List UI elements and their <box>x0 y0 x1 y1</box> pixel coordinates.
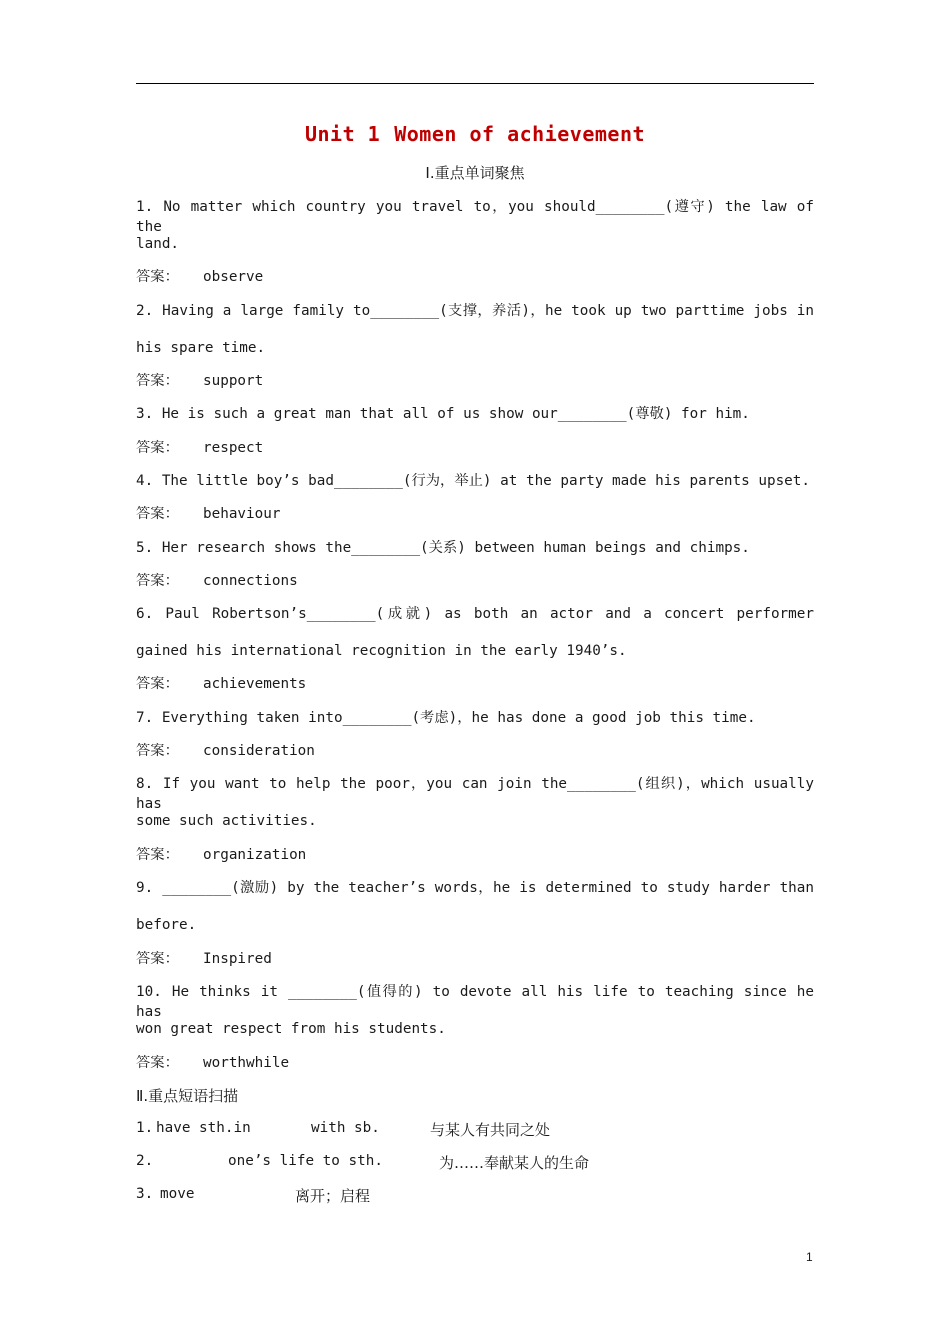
phrase-3-part-1: move <box>160 1186 195 1202</box>
answer-label: 答案： <box>136 373 179 389</box>
question-7-line-1: 7. Everything taken into________(考虑)，he has done a good job this time. <box>136 710 756 726</box>
answer-9 <box>136 949 814 969</box>
answer-4-text: behaviour <box>203 506 281 522</box>
answer-6 <box>136 674 814 694</box>
page-number: 1 <box>806 1250 813 1264</box>
answer-10 <box>136 1053 814 1073</box>
header-rule <box>136 83 814 84</box>
question-10-line-2: won great respect from his students. <box>136 1021 446 1037</box>
answer-label: 答案： <box>136 506 179 522</box>
answer-7 <box>136 741 814 761</box>
title-topic: Women of achievement <box>394 122 646 146</box>
answer-label: 答案： <box>136 951 179 967</box>
answer-1 <box>136 267 814 287</box>
answer-label: 答案： <box>136 743 179 759</box>
phrase-2-meaning: 为……奉献某人的生命 <box>439 1154 590 1172</box>
answer-2 <box>136 371 814 391</box>
phrase-1-meaning: 与某人有共同之处 <box>430 1121 551 1139</box>
answer-5 <box>136 571 814 591</box>
section-1-heading: Ⅰ.重点单词聚焦 <box>425 164 525 182</box>
answer-label: 答案： <box>136 269 179 285</box>
phrase-1-part-2: with sb. <box>311 1120 380 1136</box>
answer-4 <box>136 504 814 524</box>
answer-7-text: consideration <box>203 743 315 759</box>
answer-label: 答案： <box>136 676 179 692</box>
answer-label: 答案： <box>136 1055 179 1071</box>
question-3-line-1: 3. He is such a great man that all of us show our________(尊敬) for him. <box>136 406 750 422</box>
answer-8 <box>136 845 814 865</box>
question-9-line-2: before. <box>136 917 197 933</box>
title-unit: Unit 1 <box>304 122 381 146</box>
answer-2-text: support <box>203 373 264 389</box>
phrase-3-meaning: 离开；启程 <box>295 1187 371 1205</box>
question-9-line-1: 9. ________(激励) by the teacher’s words，he is determined to study harder than <box>136 880 814 896</box>
answer-3 <box>136 438 814 458</box>
question-6-line-1: 6. Paul Robertson’s________(成就) as both an actor and a concert performer <box>136 606 814 622</box>
question-6-line-2: gained his international recognition in the early 1940’s. <box>136 643 627 659</box>
answer-9-text: Inspired <box>203 951 272 967</box>
phrase-1-part-1: have sth.in <box>156 1120 251 1136</box>
answer-6-text: achievements <box>203 676 307 692</box>
question-8-line-2: some such activities. <box>136 813 317 829</box>
phrase-1-number: 1. <box>136 1120 154 1136</box>
answer-8-text: organization <box>203 847 307 863</box>
answer-1-text: observe <box>203 269 264 285</box>
answer-10-text: worthwhile <box>203 1055 290 1071</box>
phrase-2-number: 2. <box>136 1153 154 1169</box>
section-2-heading: Ⅱ.重点短语扫描 <box>136 1087 239 1105</box>
phrase-3-number: 3. <box>136 1186 154 1202</box>
answer-5-text: connections <box>203 573 298 589</box>
question-5-line-1: 5. Her research shows the________(关系) between human beings and chimps. <box>136 540 750 556</box>
question-1-line-1: 1. No matter which country you travel to，you should________(遵守) the law of the <box>136 199 814 235</box>
answer-label: 答案： <box>136 573 179 589</box>
answer-label: 答案： <box>136 847 179 863</box>
question-8-line-1: 8. If you want to help the poor，you can join the________(组织)，which usually has <box>136 776 814 812</box>
question-2-line-1: 2. Having a large family to________(支撑，养活)，he took up two parttime jobs in <box>136 303 814 319</box>
answer-label: 答案： <box>136 440 179 456</box>
phrase-2-part-2: one’s life to sth. <box>228 1153 383 1169</box>
question-10-line-1: 10. He thinks it ________(值得的) to devote all his life to teaching since he has <box>136 984 814 1020</box>
question-4-line-1: 4. The little boy’s bad________(行为，举止) at the party made his parents upset. <box>136 473 811 489</box>
question-2-line-2: his spare time. <box>136 340 266 356</box>
question-1-line-2: land. <box>136 236 180 252</box>
answer-3-text: respect <box>203 440 264 456</box>
page-title <box>136 122 814 146</box>
